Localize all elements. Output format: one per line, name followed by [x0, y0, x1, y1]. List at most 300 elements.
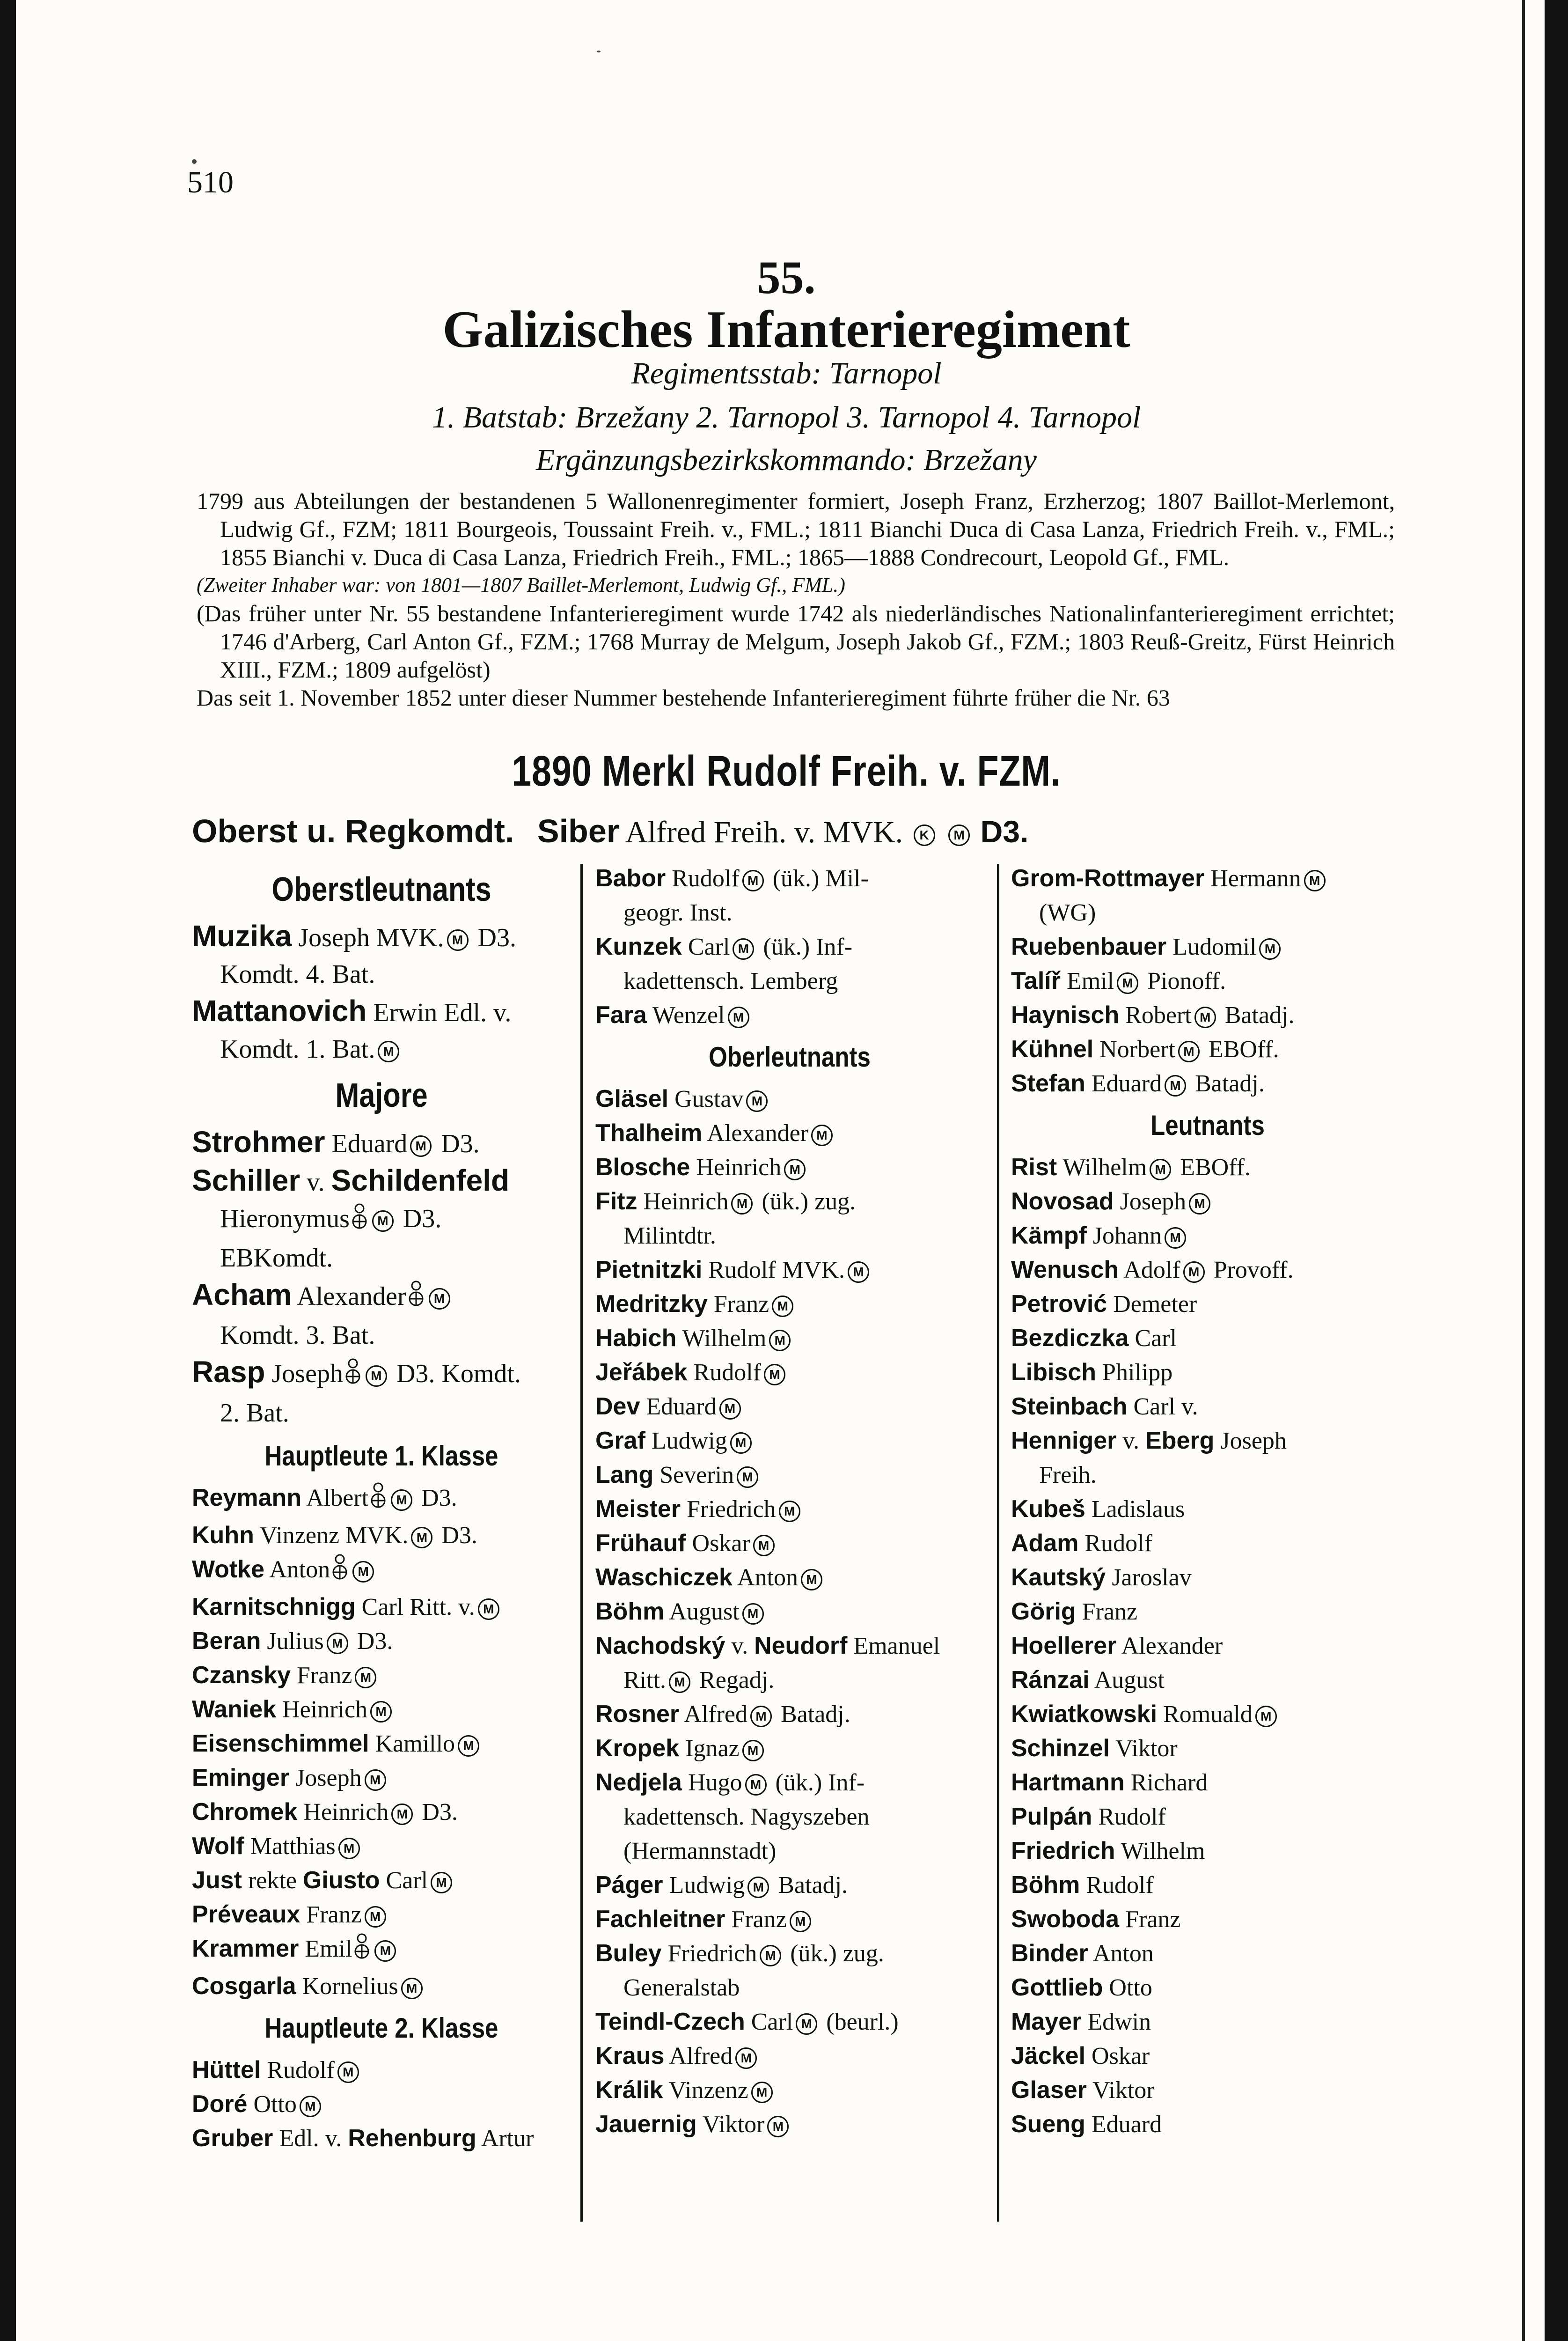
m-medal-icon: M [1150, 1159, 1171, 1180]
officer-surname: Acham [192, 1277, 292, 1311]
cross-decoration-icon [332, 1553, 348, 1590]
officer-surname: Libisch [1011, 1359, 1097, 1386]
officer-surname: Wenusch [1011, 1256, 1119, 1283]
officer-note: kadettensch. Lemberg [623, 968, 838, 994]
officer-surname: Krammer [192, 1935, 299, 1963]
officer-entry-continuation [595, 1663, 984, 1697]
officer-note: Ritt. [623, 1667, 667, 1693]
officer-surname: Buley [595, 1940, 662, 1967]
officer-given-name: Edwin [1087, 2009, 1151, 2035]
officer-given-name: Carl v. [1133, 1393, 1198, 1420]
officer-given-name: Wenzel [652, 1002, 725, 1029]
officer-name-part: Emanuel [853, 1633, 940, 1659]
officer-surname: Kautský [1011, 1564, 1106, 1591]
officer-entry [1011, 1287, 1404, 1321]
officer-entry [1011, 1355, 1404, 1390]
officer-entry [1011, 1663, 1404, 1697]
officer-given-name: Alfred [669, 2043, 733, 2069]
officer-given-name: Heinrich [303, 1799, 389, 1826]
officer-given-name: Richard [1130, 1769, 1208, 1796]
officer-entry [595, 930, 984, 964]
officer-entry [192, 1481, 571, 1518]
officer-note: D3. [421, 1484, 457, 1511]
officer-note: (beurl.) [826, 2009, 899, 2035]
officer-given-name: Joseph [271, 1359, 343, 1389]
m-medal-icon: M [478, 1598, 499, 1620]
officer-given-name: Hugo [688, 1769, 742, 1796]
officer-surname: Blosche [595, 1154, 690, 1181]
officer-note: Pionoff. [1147, 968, 1226, 994]
section-heading: Majore [335, 1077, 428, 1114]
officer-surname: Rosner [595, 1701, 680, 1728]
officer-entry [1011, 1390, 1404, 1424]
officer-entry [595, 1287, 984, 1321]
officer-surname: Fara [595, 1001, 647, 1029]
officer-given-name: Eduard [1091, 1070, 1162, 1097]
officer-surname: Wotke [192, 1555, 265, 1583]
m-medal-icon: M [848, 1261, 869, 1283]
officer-given-name: Ignaz [685, 1735, 740, 1762]
officer-entry [595, 1902, 984, 1936]
oberst-name: Siber [537, 813, 619, 849]
officer-surname: Hoellerer [1011, 1632, 1117, 1659]
officer-surname-part: Rehenburg [348, 2125, 476, 2152]
m-medal-icon: M [365, 1906, 386, 1928]
history-former-regiment: (Das früher unter Nr. 55 bestandene Infanterieregiment wurde 1742 als niederländisches Nationalinfanterieregiment errichtet; 1746 d'Arberg, Carl Anton Gf., FZM.; 1768 Murray de Melgum, Joseph Jakob Gf., FZM.; 1803 Reuß-Greitz, Fürst Heinrich XIII., FZM.; 1809 aufgelöst) [197, 600, 1395, 683]
officer-entry [1011, 1561, 1404, 1595]
officer-entry [1011, 2039, 1404, 2073]
officer-column-1 [192, 861, 571, 2156]
officer-entry [192, 1553, 571, 1590]
m-medal-icon: M [719, 1398, 741, 1420]
m-medal-icon: M [1304, 870, 1326, 891]
officer-entry [595, 1766, 984, 1800]
officer-note: EBOff. [1208, 1036, 1279, 1063]
officer-entry [1011, 2073, 1404, 2107]
officer-surname: Petrović [1011, 1290, 1107, 1318]
officer-surname: Grom-Rottmayer [1011, 865, 1205, 892]
m-medal-icon: M [365, 1769, 386, 1791]
officer-entry [595, 2005, 984, 2039]
officer-given-name: Matthias [250, 1833, 336, 1860]
officer-given-name: August [669, 1598, 740, 1625]
regiment-title: Galizisches Infanterieregiment [442, 301, 1130, 359]
officer-name-part: Artur [481, 2125, 534, 2152]
cross-decoration-icon [352, 1203, 367, 1240]
officer-given-name: Franz [306, 1901, 362, 1929]
officer-note: kadettensch. Nagyszeben [623, 1804, 870, 1830]
m-medal-icon: M [731, 1193, 753, 1215]
officer-surname: Böhm [595, 1598, 665, 1625]
officer-surname: Adam [1011, 1530, 1079, 1557]
officer-surname: Reymann [192, 1484, 302, 1511]
officer-entry [595, 1355, 984, 1390]
officer-entry [595, 1116, 984, 1150]
officer-given-name: Philipp [1102, 1359, 1173, 1386]
m-medal-icon: M [728, 1007, 749, 1028]
officer-given-name: Viktor [1092, 2077, 1155, 2104]
officer-entry [595, 1082, 984, 1116]
m-medal-icon: M [747, 1877, 769, 1898]
officer-given-name: Alexander [297, 1281, 406, 1311]
officer-given-name: Anton [737, 1564, 799, 1591]
officer-surname: Steinbach [1011, 1393, 1128, 1420]
m-medal-icon: M [784, 1159, 806, 1180]
officer-surname: Rist [1011, 1154, 1057, 1181]
officer-note: Freih. [1039, 1462, 1097, 1488]
officer-entry-continuation [595, 896, 984, 930]
officer-note: (Hermannstadt) [623, 1838, 777, 1864]
scan-border-inner-right [1522, 0, 1525, 2341]
officer-surname: Ránzai [1011, 1666, 1090, 1693]
officer-given-name: Emil [1066, 968, 1114, 994]
officer-given-name: Eduard [646, 1393, 717, 1420]
officer-note: D3. [441, 1522, 477, 1549]
officer-surname: Muzika [192, 919, 292, 953]
officer-given-name: Emil [305, 1936, 352, 1963]
m-medal-icon: M [764, 1364, 785, 1385]
officer-entry [192, 1795, 571, 1829]
officer-surname: Kämpf [1011, 1222, 1087, 1249]
officer-given-name: Franz [731, 1906, 787, 1933]
officer-entry [595, 1561, 984, 1595]
m-medal-icon: M [431, 1872, 452, 1893]
officer-surname: Gruber [192, 2125, 273, 2152]
officer-note: Hieronymus [220, 1204, 350, 1233]
officer-surname: Sueng [1011, 2111, 1085, 2138]
officer-given-name: Viktor [1115, 1735, 1178, 1762]
cross-decoration-icon [408, 1280, 424, 1317]
officer-given-name: Hermann [1210, 865, 1301, 892]
officer-entry [595, 2039, 984, 2073]
officer-surname: Fitz [595, 1188, 637, 1215]
officer-surname: Karnitschnigg [192, 1593, 356, 1621]
officer-given-name: Rudolf [1098, 1804, 1166, 1830]
officer-entry [1011, 2107, 1404, 2142]
officer-surname: Pulpán [1011, 1803, 1092, 1830]
officer-entry [192, 918, 571, 956]
officer-entry [1011, 1492, 1404, 1526]
officer-given-name: Viktor [702, 2111, 765, 2138]
officer-given-name: Alexander [707, 1120, 808, 1147]
officer-given-name: Eduard [1091, 2111, 1162, 2138]
officer-given-name: Otto [1109, 1974, 1152, 2001]
officer-entry [595, 861, 984, 896]
officer-entry [192, 1124, 571, 1162]
officer-surname: Nachodský [595, 1632, 725, 1659]
officer-given-name: Robert [1125, 1002, 1192, 1029]
officer-entry-continuation [595, 1971, 984, 2005]
oberst-decoration: D3. [980, 814, 1029, 849]
officer-given-name: Heinrich [643, 1188, 729, 1215]
officer-given-name: Vinzenz MVK. [259, 1522, 409, 1549]
officer-surname: Novosad [1011, 1188, 1114, 1215]
m-medal-icon: M [429, 1288, 450, 1310]
officer-entry-continuation [192, 1031, 571, 1067]
officer-surname: Beran [192, 1627, 261, 1655]
officer-surname: Graf [595, 1427, 645, 1454]
m-medal-icon: M [801, 1569, 822, 1590]
officer-entry [192, 1863, 571, 1898]
officer-given-name: Rudolf MVK. [708, 1257, 845, 1283]
officer-note: (ük.) Inf- [763, 934, 853, 960]
officer-surname: Talíř [1011, 967, 1061, 994]
officer-given-name: Severin [659, 1462, 734, 1488]
officer-entry [595, 1321, 984, 1355]
officer-surname: Gottlieb [1011, 1974, 1103, 2001]
officer-note: (ük.) Inf- [775, 1769, 865, 1796]
m-medal-icon: M [391, 1489, 412, 1511]
officer-given-name: Wilhelm [682, 1325, 767, 1352]
officer-entry [192, 2053, 571, 2087]
officer-note: (ük.) Mil- [772, 865, 869, 892]
m-medal-icon: M [378, 1041, 399, 1062]
officer-surname: Chromek [192, 1798, 298, 1826]
m-medal-icon: M [447, 929, 469, 951]
officer-entry-continuation [595, 1834, 984, 1868]
officer-given-name: Vinzenz [668, 2077, 748, 2104]
m-medal-icon: M [374, 1940, 396, 1962]
m-medal-icon: M [372, 1210, 394, 1232]
officer-given-name: Demeter [1113, 1291, 1197, 1318]
officer-given-name: Kornelius [302, 1973, 398, 2000]
officer-note: (ük.) zug. [762, 1188, 856, 1215]
officer-given-name: Kamillo [375, 1730, 455, 1758]
officer-column-3 [1011, 861, 1404, 2142]
officer-given-name: Alexander [1121, 1633, 1223, 1659]
officer-entry [1011, 1032, 1404, 1067]
officer-entry [1011, 1219, 1404, 1253]
officer-surname: Swoboda [1011, 1906, 1120, 1933]
officer-surname: Kropek [595, 1735, 680, 1762]
officer-surname-part: Giusto [302, 1867, 380, 1894]
section-heading: Leutnants [1150, 1110, 1265, 1141]
officer-entry [192, 2121, 571, 2156]
officer-given-name: Edl. v. [279, 2125, 342, 2152]
officer-given-name: Johann [1092, 1222, 1162, 1249]
officer-entry [192, 1932, 571, 1969]
officer-entry [1011, 1595, 1404, 1629]
officer-given-name: Franz [1125, 1906, 1181, 1933]
officer-entry [1011, 1185, 1404, 1219]
officer-entry [192, 1658, 571, 1693]
officer-entry [1011, 1424, 1404, 1458]
officer-note: D3. [441, 1129, 480, 1158]
m-medal-icon: M [300, 2096, 321, 2117]
officer-given-name: Anton [269, 1556, 330, 1583]
officer-surname: Frühauf [595, 1530, 686, 1557]
k-medal-icon: K [914, 825, 935, 846]
m-medal-icon: M [1194, 1007, 1216, 1028]
officer-surname: Kühnel [1011, 1036, 1094, 1063]
m-medal-icon: M [1178, 1041, 1200, 1062]
officer-surname: Böhm [1011, 1871, 1080, 1899]
m-medal-icon: M [760, 1945, 781, 1966]
officer-surname: Lang [595, 1461, 654, 1488]
officer-entry [1011, 930, 1404, 964]
officer-note: EBKomdt. [220, 1243, 333, 1273]
officer-note: (ük.) zug. [790, 1940, 884, 1967]
officer-name-part: Joseph [1220, 1428, 1287, 1454]
officer-note: D3. Komdt. [396, 1359, 521, 1389]
scan-border-left [0, 0, 16, 2341]
officer-given-name: Rudolf [1084, 1530, 1152, 1557]
officer-given-name: Anton [1092, 1940, 1154, 1967]
m-medal-icon: M [669, 1671, 690, 1693]
officer-given-name: Carl [1135, 1325, 1177, 1352]
officer-entry [595, 1492, 984, 1526]
officer-surname: Eminger [192, 1764, 290, 1792]
officer-entry [595, 1150, 984, 1185]
officer-surname-part: Schildenfeld [331, 1163, 510, 1197]
officer-given-name: v. [731, 1633, 748, 1659]
officer-entry [595, 2107, 984, 2142]
officer-surname: Rasp [192, 1355, 265, 1389]
officer-name-part: Carl [386, 1867, 428, 1894]
m-medal-icon: M [737, 1466, 758, 1488]
officer-given-name: Franz [1082, 1598, 1138, 1625]
officer-entry [595, 1253, 984, 1287]
m-medal-icon: M [753, 1535, 775, 1556]
officer-note: Komdt. 4. Bat. [220, 960, 375, 989]
officer-surname: Schinzel [1011, 1735, 1110, 1762]
officer-column-2 [595, 861, 984, 2142]
officer-surname: Mattanovich [192, 994, 367, 1028]
officer-note: Regadj. [699, 1667, 775, 1693]
m-medal-icon: M [750, 1706, 772, 1727]
page-number: 510 [187, 165, 234, 199]
officer-note: Generalstab [623, 1974, 740, 2001]
officer-entry [192, 1898, 571, 1932]
officer-surname: Wolf [192, 1833, 244, 1860]
officer-entry [192, 1969, 571, 2003]
officer-surname: Hartmann [1011, 1769, 1125, 1796]
officer-given-name: Romuald [1163, 1701, 1253, 1728]
officer-given-name: Franz [297, 1662, 352, 1689]
officer-surname: Bezdiczka [1011, 1325, 1129, 1352]
officer-surname: Nedjela [595, 1769, 682, 1796]
m-medal-icon: M [327, 1633, 348, 1654]
officer-surname: Gläsel [595, 1085, 669, 1112]
column-rule [580, 864, 583, 2222]
officer-note: D3. [477, 923, 516, 952]
m-medal-icon: M [1189, 1193, 1210, 1215]
officer-entry [1011, 1731, 1404, 1766]
officer-surname: Dev [595, 1393, 640, 1420]
section-heading: Oberstleutnants [271, 871, 491, 908]
officer-surname-part: Neudorf [754, 1632, 848, 1659]
m-medal-icon: M [751, 2082, 773, 2103]
officer-entry [1011, 1902, 1404, 1936]
column-rule [997, 864, 999, 2222]
cross-decoration-icon [354, 1933, 370, 1969]
history-block [197, 487, 1395, 712]
officer-surname: Eisenschimmel [192, 1730, 369, 1758]
officer-note: 2. Bat. [220, 1398, 289, 1428]
officer-entry-continuation [192, 956, 571, 993]
officer-given-name: Rudolf [672, 865, 740, 892]
m-medal-icon: M [948, 825, 970, 846]
officer-surname: Waschiczek [595, 1564, 733, 1591]
officer-entry-continuation [595, 964, 984, 998]
officer-note: Provoff. [1213, 1257, 1294, 1283]
m-medal-icon: M [733, 938, 754, 960]
officer-surname: Préveaux [192, 1901, 300, 1929]
m-medal-icon: M [366, 1365, 387, 1387]
regiment-number: 55. [757, 251, 816, 303]
officer-entry [192, 1518, 571, 1553]
officer-given-name: Carl Ritt. v. [361, 1594, 475, 1621]
officer-entry [192, 1276, 571, 1318]
m-medal-icon: M [338, 1838, 360, 1859]
officer-entry [192, 993, 571, 1031]
officer-entry [595, 998, 984, 1032]
officer-surname: Haynisch [1011, 1001, 1120, 1029]
officer-surname: Jeřábek [595, 1359, 688, 1386]
m-medal-icon: M [355, 1667, 376, 1688]
officer-entry [192, 1624, 571, 1658]
officer-entry [595, 1629, 984, 1663]
officer-note: Komdt. 1. Bat. [220, 1035, 375, 1064]
officer-given-name: Ludwig [669, 1872, 745, 1899]
m-medal-icon: M [742, 870, 764, 891]
officer-entry [192, 1727, 571, 1761]
officer-given-name: Friedrich [667, 1940, 757, 1967]
m-medal-icon: M [767, 2116, 789, 2137]
officer-given-name: Rudolf [1086, 1872, 1154, 1899]
m-medal-icon: M [370, 1701, 392, 1723]
officer-surname: Ruebenbauer [1011, 933, 1167, 960]
officer-given-name: Joseph MVK. [298, 923, 444, 952]
officer-entry-continuation [192, 1240, 571, 1276]
officer-given-name: Joseph [295, 1765, 362, 1792]
m-medal-icon: M [742, 1603, 764, 1625]
officer-entry [1011, 1800, 1404, 1834]
officer-note: geogr. Inst. [623, 899, 733, 926]
officer-entry [192, 1761, 571, 1795]
m-medal-icon: M [391, 1804, 413, 1825]
officer-given-name: v. [307, 1168, 325, 1197]
officer-given-name: Jaroslav [1112, 1564, 1192, 1591]
m-medal-icon: M [742, 1740, 764, 1761]
officer-note: Batadj. [778, 1872, 848, 1899]
officer-entry [1011, 1150, 1404, 1185]
scan-border-right [1545, 0, 1568, 2341]
officer-given-name: Oskar [1092, 2043, 1150, 2069]
officer-surname: Hüttel [192, 2056, 261, 2084]
officer-entry [595, 2073, 984, 2107]
officer-surname: Teindl-Czech [595, 2008, 745, 2035]
officer-entry [192, 1590, 571, 1624]
officer-entry [595, 1424, 984, 1458]
officer-surname: Kwiatkowski [1011, 1701, 1158, 1728]
officer-note: Batadj. [781, 1701, 850, 1728]
m-medal-icon: M [337, 2061, 359, 2083]
officer-given-name: August [1094, 1667, 1165, 1693]
officer-surname: Görig [1011, 1598, 1076, 1625]
regiment-inhaber: 1890 Merkl Rudolf Freih. v. FZM. [512, 747, 1061, 795]
officer-given-name: Adolf [1123, 1257, 1180, 1283]
officer-given-name: Ludwig [651, 1428, 727, 1454]
officer-surname: Kuhn [192, 1521, 254, 1549]
officer-entry [1011, 1526, 1404, 1561]
m-medal-icon: M [1165, 1075, 1186, 1097]
officer-surname: Pietnitzki [595, 1256, 703, 1283]
officer-given-name: Ludomil [1172, 934, 1257, 960]
m-medal-icon: M [745, 1774, 767, 1796]
officer-given-name: Oskar [692, 1530, 750, 1557]
officer-entry [1011, 998, 1404, 1032]
